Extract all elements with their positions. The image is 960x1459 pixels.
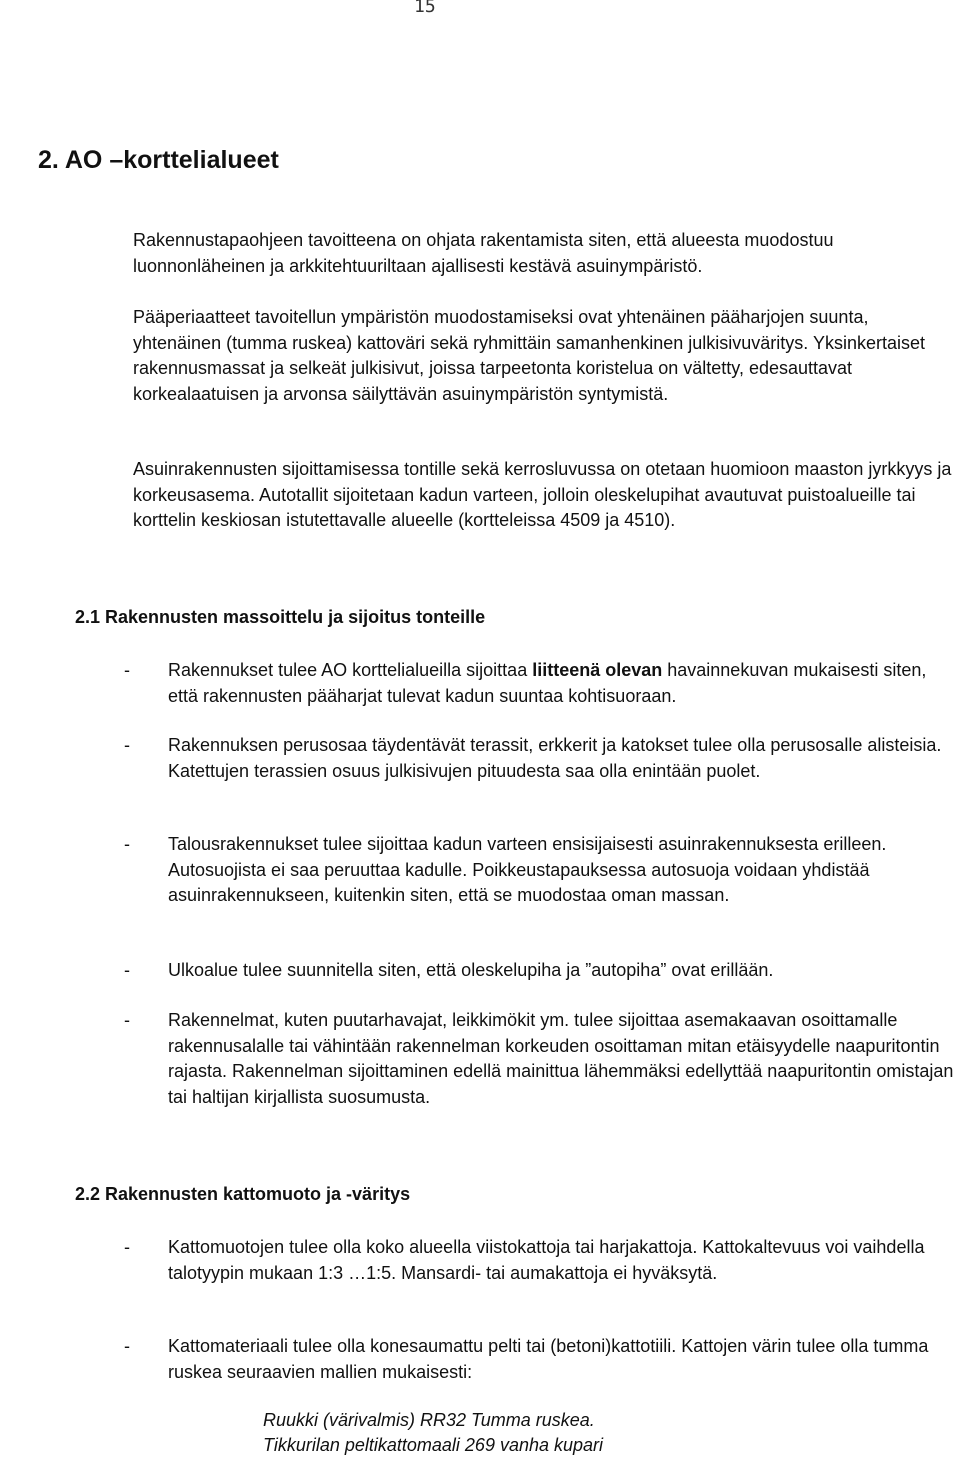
section-2-2-title: 2.2 Rakennusten kattomuoto ja -väritys [75, 1184, 411, 1204]
section-2-1-title: 2.1 Rakennusten massoittelu ja sijoitus tonteille [75, 607, 486, 627]
emphasis-text: liitteenä olevan [532, 660, 663, 680]
list-dash: - [124, 1336, 130, 1356]
list-item [124, 958, 960, 984]
list-item-text: Kattomateriaali tulee olla konesaumattu pelti tai (betoni)kattotiili. Kattojen värin tulee olla tumma ruskea seuraavien mallien mukaisesti: [168, 1336, 929, 1382]
intro-paragraph-2: Pääperiaatteet tavoitellun ympäristön muodostamiseksi ovat yhtenäinen pääharjojen suunta, yhtenäinen (tumma ruskea) kattoväri sekä ryhmittäin samanhenkinen julkisivuväritys. Yksinkertaiset rakennusmassat ja selkeät julkisivut, joissa tarpeetonta koristelua on vältetty, edesauttavat korkealaatuisen ja arvonsa säilyttävän asuinympäristön syntymistä. [133, 307, 926, 404]
list-dash: - [124, 660, 130, 680]
intro-paragraph-1: Rakennustapaohjeen tavoitteena on ohjata rakentamista siten, että alueesta muodostuu luonnonläheinen ja arkkitehtuuriltaan ajallisesti kestävä asuinympäristö. [133, 230, 834, 276]
list-item [124, 832, 960, 909]
list-item-text: Talousrakennukset tulee sijoittaa kadun varteen ensisijaisesti asuinrakennuksesta erilleen. Autosuojista ei saa peruuttaa kadulle. Poikkeustapauksessa autosuoja voidaan yhdistää asuinrakennukseen, kuitenkin siten, että se muodostaa oman massan. [168, 834, 887, 905]
list-item [124, 1334, 960, 1385]
list-item-text: Rakennuksen perusosaa täydentävät terassit, erkkerit ja katokset tulee olla perusosalle alisteisia. Katettujen terassien osuus julkisivujen pituudesta saa olla enintään puolet. [168, 735, 942, 781]
page-heading: 2. AO –korttelialueet [38, 146, 279, 174]
list-item [124, 1008, 960, 1110]
color-sample-2: Tikkurilan peltikattomaali 269 vanha kupari [263, 1435, 604, 1455]
list-item-text: Rakennelmat, kuten puutarhavajat, leikkimökit ym. tulee sijoittaa asemakaavan osoittamalle rakennusalalle tai vähintään rakennelman korkeuden osoittaman mitan etäisyydelle naapuritontin rajasta. Rakennelman sijoittaminen edellä mainittua lähemmäksi edellyttää naapuritontin omistajan tai haltijan kirjallista suosumusta. [168, 1010, 954, 1107]
list-item-text: Kattomuotojen tulee olla koko alueella viistokattoja tai harjakattoja. Kattokaltevuus voi vaihdella talotyypin mukaan 1:3 …1:5. Mansardi- tai aumakattoja ei hyväksytä. [168, 1237, 925, 1283]
list-item-text: Ulkoalue tulee suunnitella siten, että oleskelupiha ja ”autopiha” ovat erillään. [168, 960, 774, 980]
list-item [124, 658, 960, 709]
list-dash: - [124, 1237, 130, 1257]
list-item [124, 1235, 960, 1286]
intro-paragraph-3: Asuinrakennusten sijoittamisessa tontille sekä kerrosluvussa on otetaan huomioon maaston jyrkkyys ja korkeusasema. Autotallit sijoitetaan kadun varteen, jolloin oleskelupihat avautuvat puistoalueille tai korttelin keskiosan istutettavalle alueelle (kortteleissa 4509 ja 4510). [133, 459, 952, 530]
list-item-text: Rakennukset tulee AO korttelialueilla sijoittaa liitteenä olevan havainnekuvan mukaisesti siten, että rakennusten pääharjat tulevat kadun suuntaa kohtisuoraan. [168, 660, 927, 706]
list-dash: - [124, 960, 130, 980]
page-number: 15 [414, 0, 436, 17]
color-sample-1: Ruukki (värivalmis) RR32 Tumma ruskea. [263, 1410, 595, 1430]
list-dash: - [124, 834, 130, 854]
list-dash: - [124, 1010, 130, 1030]
list-item [124, 733, 960, 784]
list-dash: - [124, 735, 130, 755]
